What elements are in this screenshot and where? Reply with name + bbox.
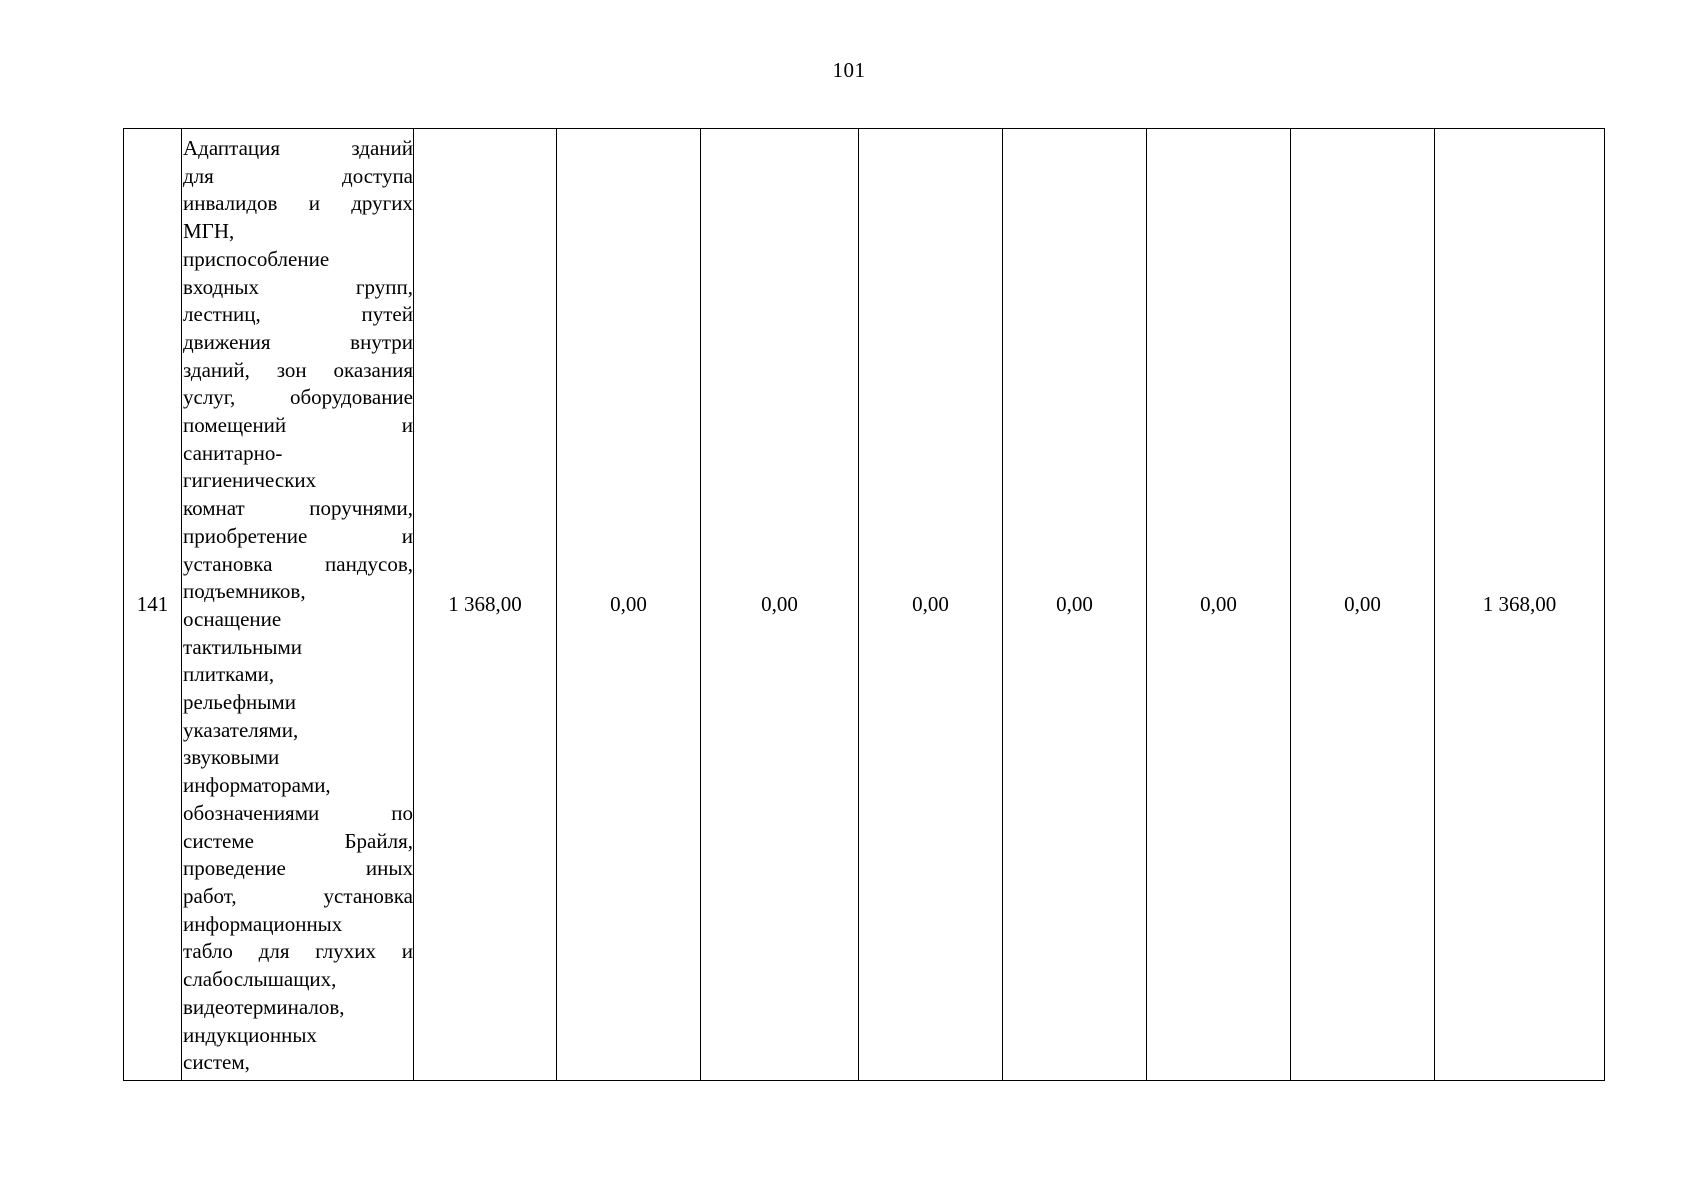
description-line: движения внутри bbox=[183, 329, 413, 354]
value-cell-7 bbox=[1291, 129, 1435, 1081]
description-line: обозначениями по bbox=[183, 800, 413, 825]
description-line: приспособление bbox=[183, 246, 330, 271]
page-number: 101 bbox=[832, 58, 866, 82]
value-cell-1 bbox=[414, 129, 557, 1081]
value-2: 0,00 bbox=[610, 592, 647, 616]
description-line: тактильными bbox=[183, 634, 303, 659]
description-line: проведение иных bbox=[183, 856, 413, 881]
description-line: услуг, оборудование bbox=[183, 385, 413, 410]
description-line: рельефными bbox=[183, 690, 296, 715]
description-cell bbox=[182, 129, 414, 1081]
description-line: установка пандусов, bbox=[183, 551, 413, 576]
value-3: 0,00 bbox=[761, 592, 798, 616]
value-cell-5 bbox=[1003, 129, 1147, 1081]
description-line: информаторами, bbox=[183, 773, 331, 798]
budget-table bbox=[123, 128, 1605, 1081]
row-index: 141 bbox=[136, 592, 169, 616]
value-cell-2 bbox=[557, 129, 701, 1081]
description-line: слабослышащих, bbox=[183, 967, 337, 992]
value-cell-4 bbox=[859, 129, 1003, 1081]
description-line: санитарно- bbox=[183, 440, 283, 465]
description-line: системе Брайля, bbox=[183, 828, 413, 853]
value-1: 1 368,00 bbox=[448, 592, 522, 616]
row-index-cell bbox=[124, 129, 182, 1081]
description-line: для доступа bbox=[183, 163, 413, 188]
description-text bbox=[183, 135, 413, 1077]
description-line: Адаптация зданий bbox=[183, 136, 413, 160]
description-line: гигиенических bbox=[183, 468, 317, 493]
value-4: 0,00 bbox=[912, 592, 949, 616]
value-cell-total bbox=[1435, 129, 1605, 1081]
description-line: индукционных bbox=[183, 1022, 317, 1047]
value-cell-3 bbox=[701, 129, 859, 1081]
value-5: 0,00 bbox=[1056, 592, 1093, 616]
description-line: помещений и bbox=[183, 413, 413, 438]
description-line: звуковыми bbox=[183, 745, 280, 770]
description-line: входных групп, bbox=[183, 274, 413, 299]
description-line: инвалидов и других bbox=[183, 191, 413, 216]
description-line: комнат поручнями, bbox=[183, 496, 413, 521]
value-cell-6 bbox=[1147, 129, 1291, 1081]
description-line: систем, bbox=[183, 1050, 250, 1075]
value-total: 1 368,00 bbox=[1482, 592, 1557, 616]
description-line: лестниц, путей bbox=[183, 302, 413, 327]
description-line: приобретение и bbox=[183, 523, 413, 548]
description-line: информационных bbox=[183, 911, 343, 936]
value-7: 0,00 bbox=[1344, 592, 1381, 616]
description-line: видеотерминалов, bbox=[183, 994, 345, 1019]
value-6: 0,00 bbox=[1200, 592, 1237, 616]
description-line: подъемников, bbox=[183, 579, 306, 604]
description-line: оснащение bbox=[183, 606, 282, 631]
description-line: указателями, bbox=[183, 717, 299, 742]
description-line: МГН, bbox=[183, 219, 235, 244]
description-line: плитками, bbox=[183, 662, 275, 687]
description-line: зданий, зон оказания bbox=[183, 357, 413, 382]
description-line: табло для глухих и bbox=[183, 939, 413, 964]
table-row bbox=[124, 129, 1605, 1081]
description-line: работ, установка bbox=[183, 883, 413, 908]
